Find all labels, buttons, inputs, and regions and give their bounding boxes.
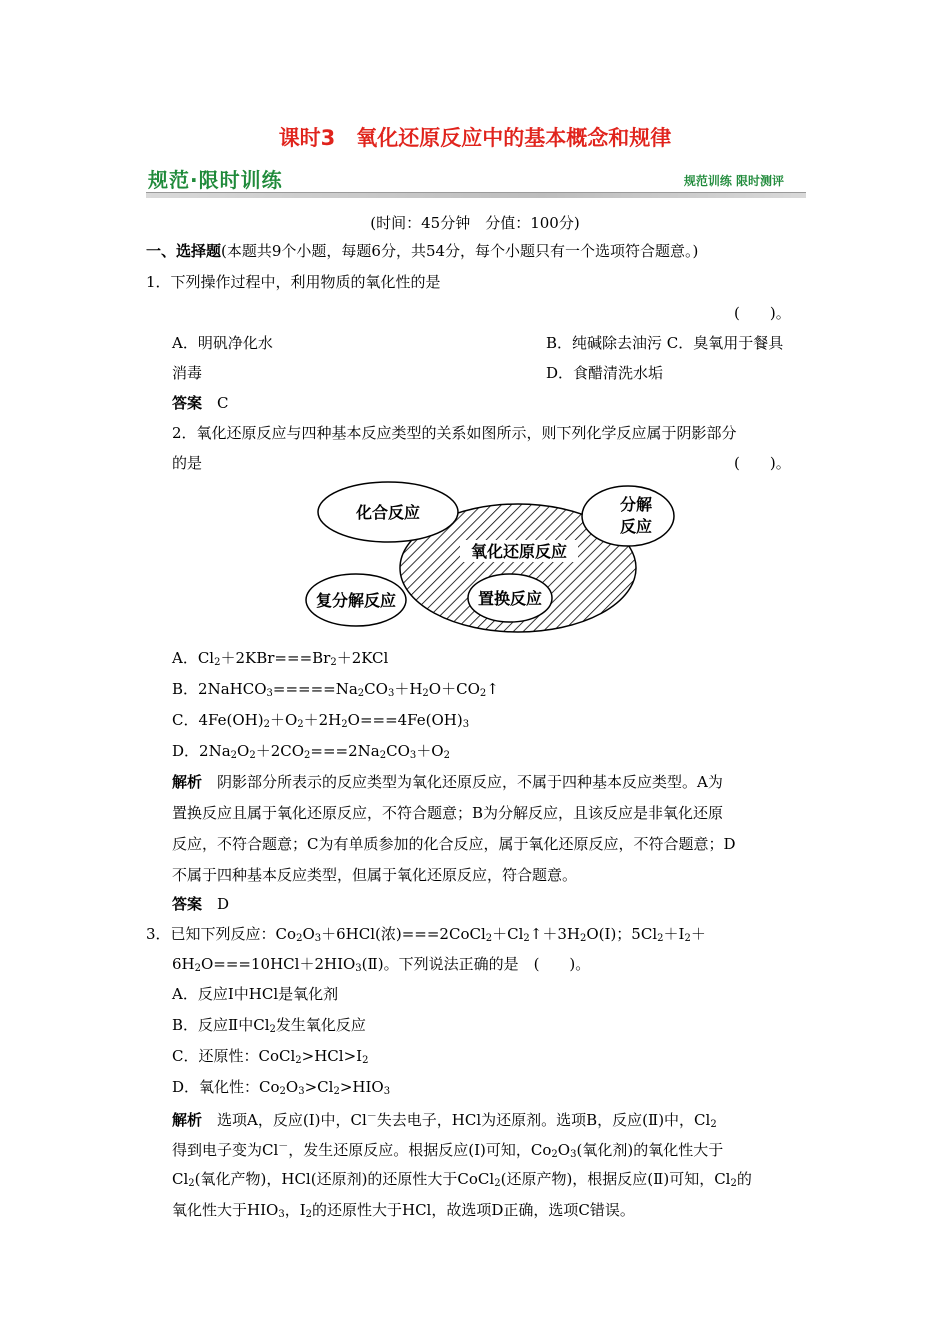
q1-answer bbox=[172, 392, 229, 413]
q2-analysis-text-1: 阴影部分所表示的反应类型为氧化还原反应，不属于四种基本反应类型。A为 bbox=[217, 773, 723, 791]
q2-analysis-line-3: 反应，不符合题意；C为有单质参加的化合反应，属于氧化还原反应，不符合题意；D bbox=[172, 835, 736, 853]
q2-stem-2: 的是 bbox=[172, 454, 203, 472]
double-displacement-label: 复分解反应 bbox=[315, 591, 397, 610]
q3-option-d: D．氧化性：$Co_2O_3>Cl_2>HIO_3$ bbox=[172, 1078, 391, 1097]
q3-option-a: A．反应Ⅰ中HCl是氧化剂 bbox=[172, 985, 339, 1003]
decomposition-label-1: 分解 bbox=[619, 495, 653, 514]
combination-label: 化合反应 bbox=[355, 503, 421, 522]
q3-stem-2: $6H_2O===10HCl+2HIO_3(Ⅱ)$。下列说法正确的是 ( )。 bbox=[172, 955, 591, 974]
q2-analysis-line-4: 不属于四种基本反应类型，但属于氧化还原反应，符合题意。 bbox=[172, 866, 578, 884]
q1-option-c-cont: 消毒 bbox=[172, 364, 203, 382]
q3-option-b: B．反应Ⅱ中$Cl_2$发生氧化反应 bbox=[172, 1016, 366, 1035]
q2-stem: 2．氧化还原反应与四种基本反应类型的关系如图所示，则下列化学反应属于阴影部分 bbox=[172, 424, 737, 442]
q3-analysis-line-2: 得到电子变为Cl－，发生还原反应。根据反应(Ⅰ)可知，$Co_2O_3$(氧化剂)的氧化性大于 bbox=[172, 1141, 724, 1160]
q3-analysis-line-1: 解析 选项A，反应(Ⅰ)中，Cl－失去电子，HCl为还原剂。选项B，反应(Ⅱ)中，$Cl_2$ bbox=[172, 1111, 717, 1130]
banner-right-label: 规范训练 限时测评 bbox=[683, 174, 784, 188]
page-title: 课时3 氧化还原反应中的基本概念和规律 bbox=[278, 126, 672, 150]
q2-option-d: D．$2Na_2O_2+2CO_2===2Na_2CO_3+O_2$ bbox=[172, 742, 450, 761]
section-heading-label: 一、选择题 bbox=[146, 242, 222, 260]
q2-option-a: A．$Cl_2+2KBr===Br_2+2KCl$ bbox=[172, 649, 389, 668]
venn-diagram bbox=[300, 478, 680, 638]
banner-left-label: 规范·限时训练 bbox=[148, 168, 283, 192]
q2-analysis-label: 解析 bbox=[172, 773, 203, 791]
q2-paren: ( )。 bbox=[734, 454, 791, 472]
q1-answer-label: 答案 bbox=[172, 394, 203, 412]
q2-answer-value: D bbox=[217, 895, 230, 913]
section-heading bbox=[146, 240, 698, 261]
banner-divider bbox=[146, 192, 806, 198]
decomposition-label-2: 反应 bbox=[619, 517, 653, 536]
q2-answer-label: 答案 bbox=[172, 895, 203, 913]
q3-analysis-line-3: $Cl_2$(氧化产物)，HCl(还原剂)的还原性大于CoCl$_2$(还原产物)，根据反应(Ⅱ)可知，$Cl_2$的 bbox=[172, 1170, 752, 1189]
section-heading-note: (本题共9个小题，每题6分，共54分，每个小题只有一个选项符合题意。) bbox=[221, 242, 699, 260]
q2-option-b: B．$2NaHCO_3=====Na_2CO_3+H_2O+CO_2↑$ bbox=[172, 680, 499, 699]
q3-option-c: C．还原性：$CoCl_2>HCl>I_2$ bbox=[172, 1047, 369, 1066]
q2-answer bbox=[172, 893, 229, 914]
q1-paren: ( )。 bbox=[734, 304, 791, 322]
q2-analysis-line-2: 置换反应且属于氧化还原反应，不符合题意；B为分解反应，且该反应是非氧化还原 bbox=[172, 804, 724, 822]
redox-label: 氧化还原反应 bbox=[470, 542, 568, 561]
q3-paren: ( )。 bbox=[533, 955, 591, 973]
exam-info: (时间：45分钟 分值：100分) bbox=[370, 214, 580, 232]
q3-stem-1: 3．已知下列反应：$Co_2O_3+6HCl$(浓)$===2CoCl_2+Cl_2↑+3H_2O(Ⅰ)$；$5Cl_2+I_2+$ bbox=[146, 925, 706, 944]
q2-option-c: C．$4Fe(OH)_2+O_2+2H_2O===4Fe(OH)_3$ bbox=[172, 711, 470, 730]
q3-analysis-label: 解析 bbox=[172, 1111, 203, 1129]
q1-option-d: D．食醋清洗水垢 bbox=[546, 364, 664, 382]
replacement-label: 置换反应 bbox=[477, 589, 543, 608]
q1-stem: 1．下列操作过程中，利用物质的氧化性的是 bbox=[146, 273, 441, 291]
q1-option-bc: B．纯碱除去油污 C．臭氧用于餐具 bbox=[546, 334, 784, 352]
q1-option-a: A．明矾净化水 bbox=[172, 334, 273, 352]
q2-analysis-line-1 bbox=[172, 771, 723, 792]
section-banner bbox=[146, 162, 806, 200]
q1-answer-value: C bbox=[217, 394, 229, 412]
q3-analysis-line-4: 氧化性大于$HIO_3$，$I_2$的还原性大于HCl，故选项D正确，选项C错误。 bbox=[172, 1201, 635, 1220]
